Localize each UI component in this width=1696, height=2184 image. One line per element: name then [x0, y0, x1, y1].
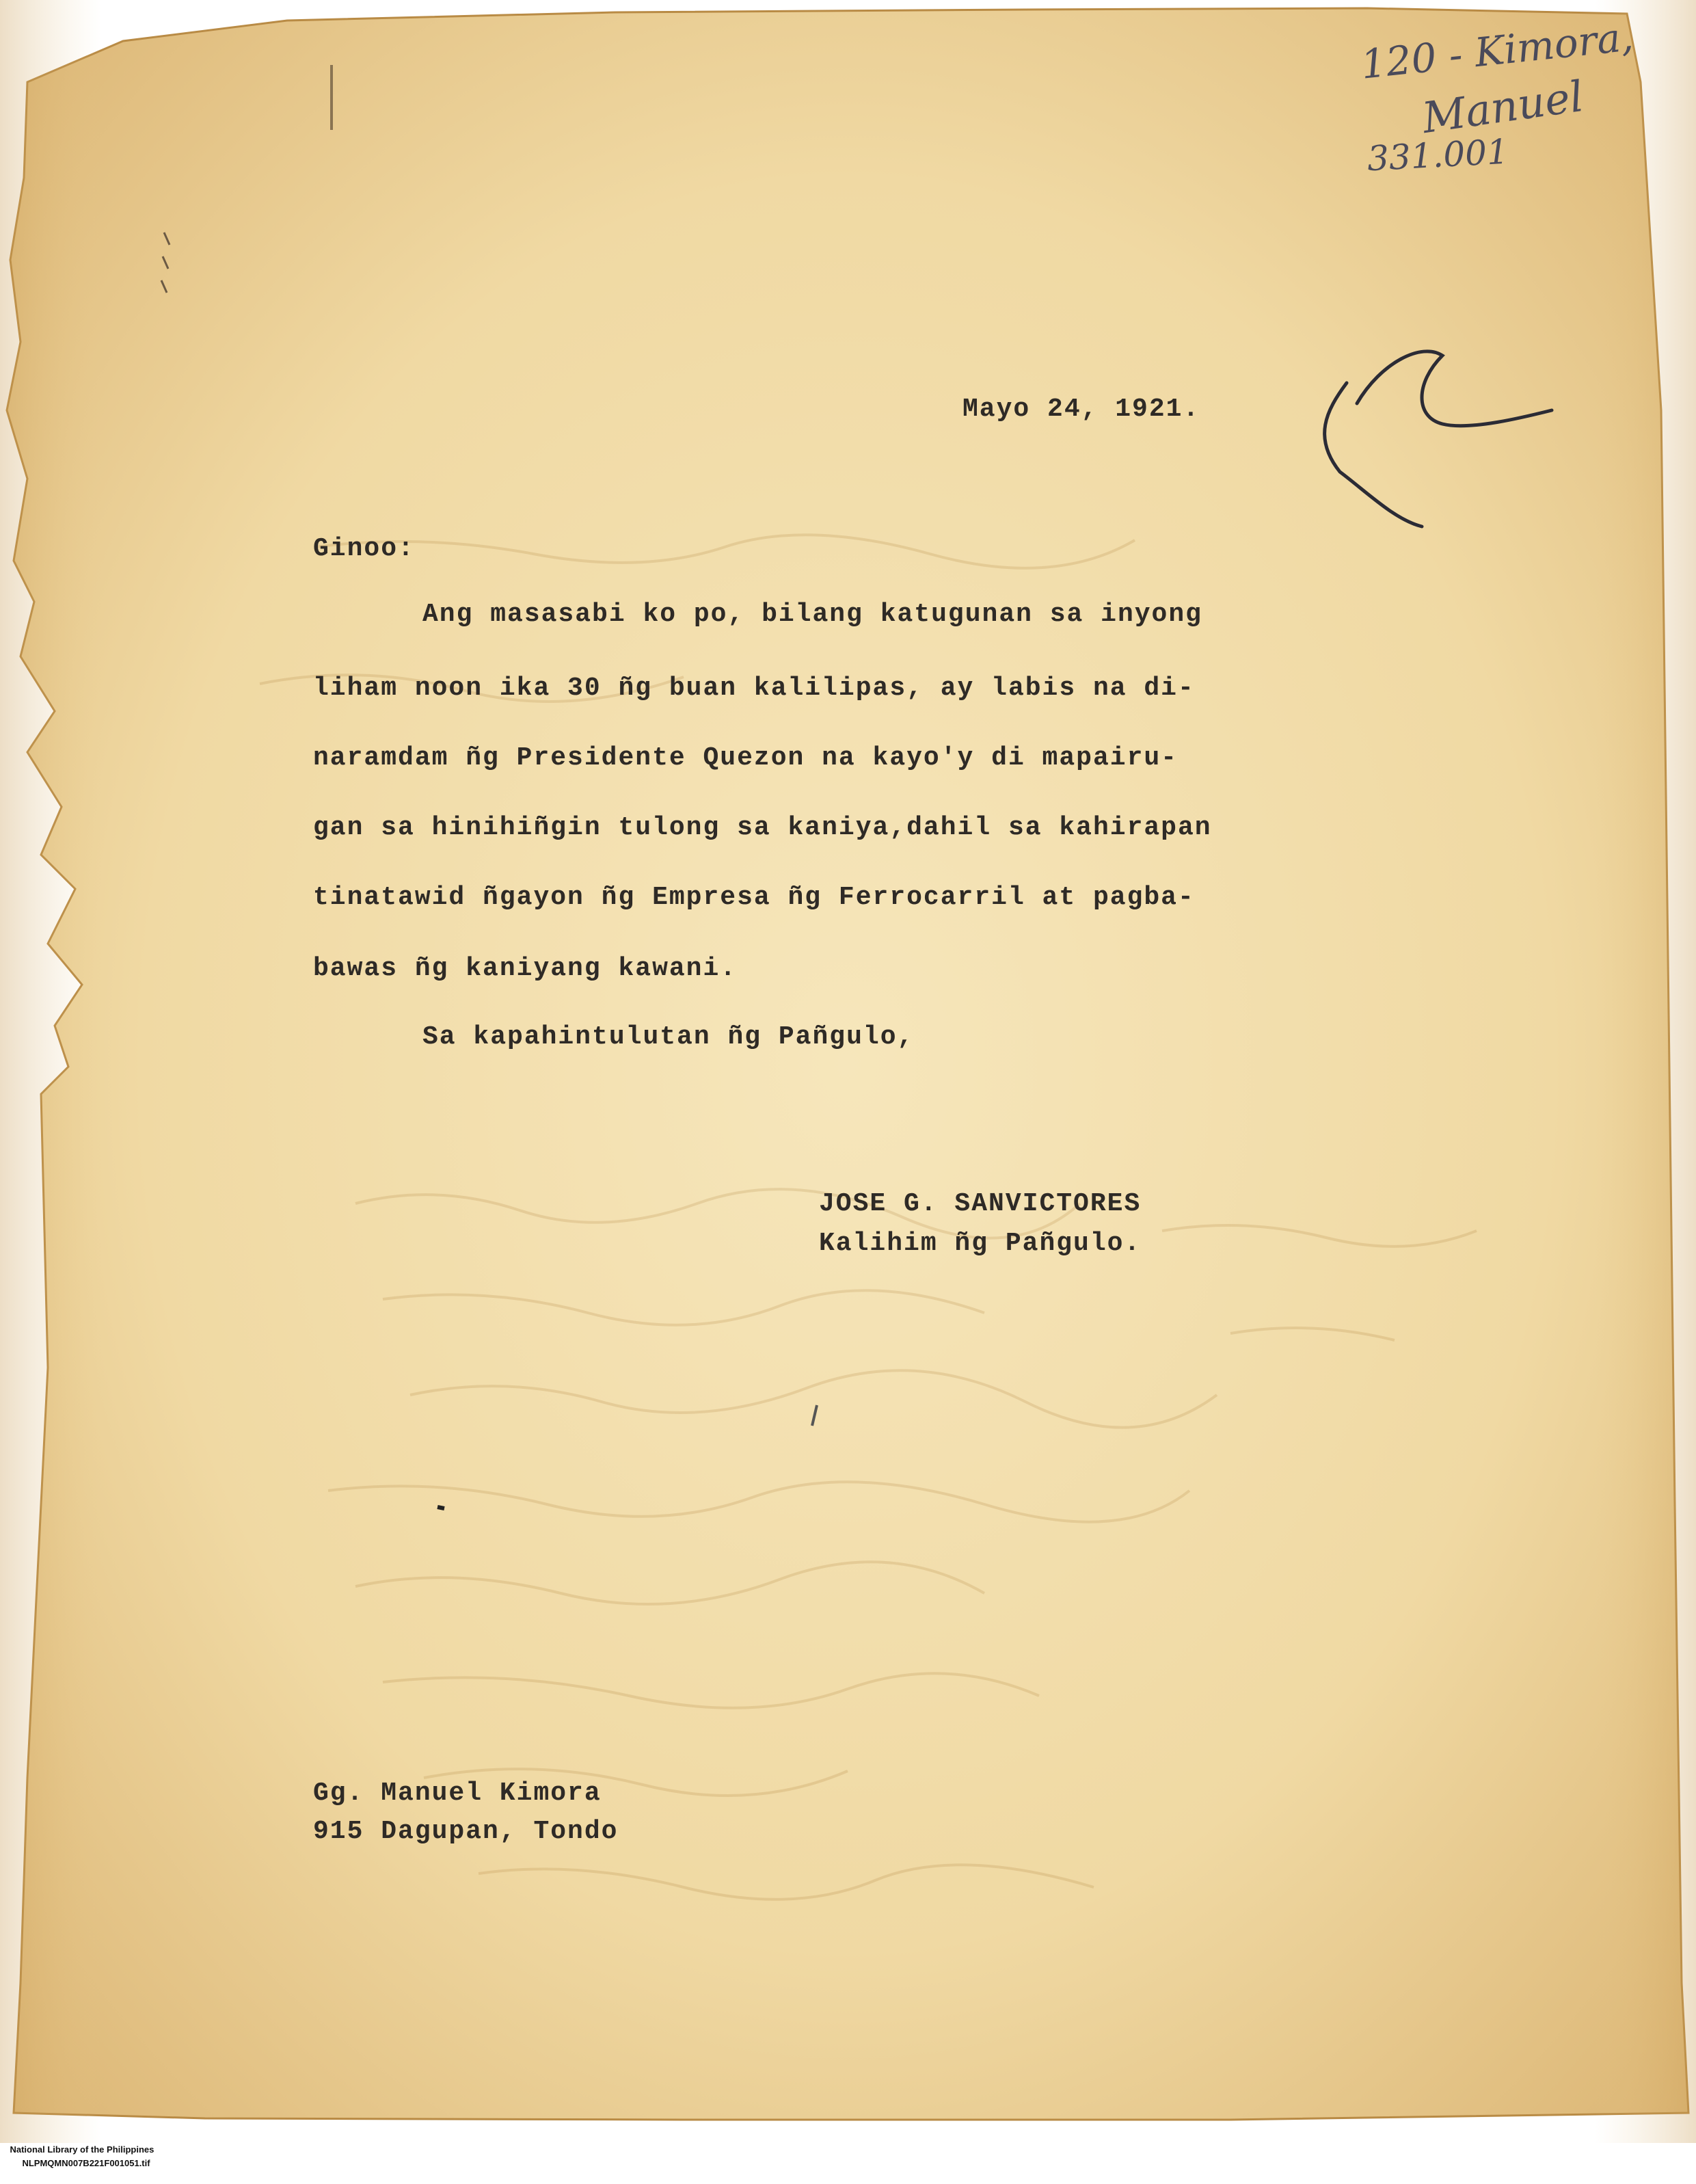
footer-institution: National Library of the Philippines — [10, 2144, 154, 2155]
letter-body-line-6: bawas ñg kaniyang kawani. — [313, 954, 738, 983]
letter-body-line-4: gan sa hinihiñgin tulong sa kaniya,dahil sa kahirapan — [313, 813, 1212, 842]
footer-filename: NLPMQMN007B221F001051.tif — [22, 2158, 150, 2168]
signature-name: JOSE G. SANVICTORES — [819, 1189, 1142, 1218]
letter-date: Mayo 24, 1921. — [963, 395, 1200, 424]
addressee-address: 915 Dagupan, Tondo — [313, 1817, 619, 1846]
addressee-name: Gg. Manuel Kimora — [313, 1779, 602, 1808]
letter-salutation: Ginoo: — [313, 534, 415, 563]
letter-closing: Sa kapahintulutan ñg Pañgulo, — [422, 1022, 915, 1052]
handwritten-note-line3: 331.001 — [1366, 131, 1510, 179]
handwritten-note-line2: Manuel — [1419, 70, 1587, 144]
scan-footer — [0, 2129, 1696, 2168]
letter-body-line-5: tinatawid ñgayon ñg Empresa ñg Ferrocarril at pagba- — [313, 883, 1195, 912]
letter-body-line-2: liham noon ika 30 ñg buan kalilipas, ay labis na di- — [313, 674, 1195, 703]
stray-mark — [438, 1507, 444, 1508]
letter-body-line-3: naramdam ñg Presidente Quezon na kayo'y di mapairu- — [313, 743, 1178, 773]
handwritten-note-line1: 120 - Kimora, — [1358, 13, 1636, 88]
letter-body-line-1: Ang masasabi ko po, bilang katugunan sa inyong — [422, 600, 1202, 629]
signature-title: Kalihim ñg Pañgulo. — [819, 1229, 1142, 1258]
